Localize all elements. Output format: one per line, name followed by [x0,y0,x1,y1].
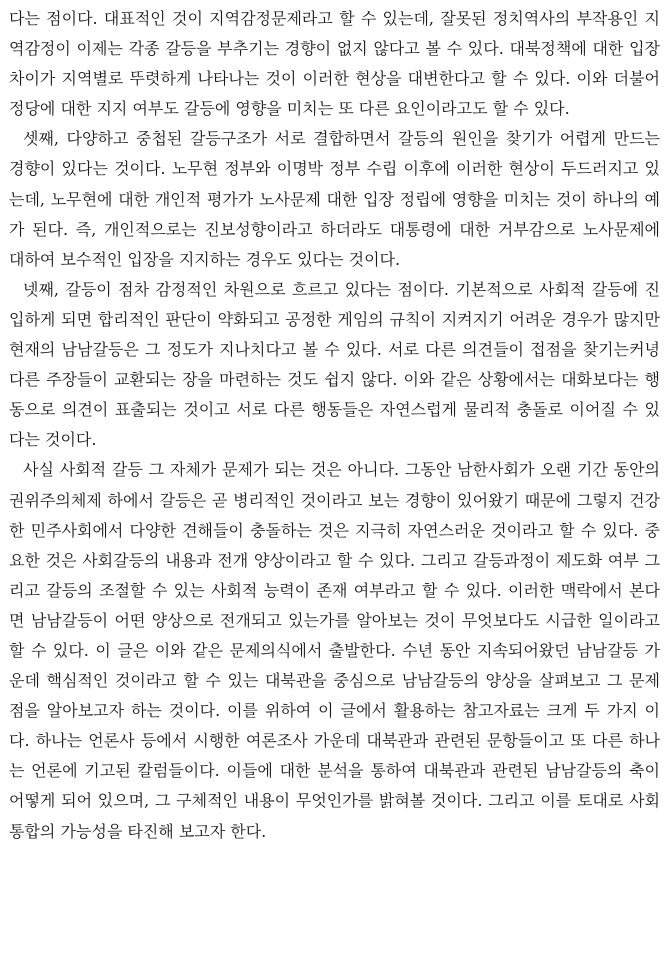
text-line-22: 할 수 있다. 이 글은 이와 같은 문제의식에서 출발한다. 수년 동안 지속되어왔던 남남갈등 가 [9,640,660,660]
text-line-7: 는데, 노무현에 대한 개인적 평가가 노사문제 대한 입장 정립에 영향을 미치는 것이 하나의 예 [9,189,660,209]
text-line-24: 점을 알아보고자 하는 것이다. 이를 위하여 이 글에서 활용하는 참고자료는 크게 두 가지 이 [9,701,660,721]
text-line-28: 통합의 가능성을 타진해 보고자 한다. [9,821,267,841]
text-line-12: 현재의 남남갈등은 그 정도가 지나치다고 볼 수 있다. 서로 다른 의견들이 접점을 찾기는커녕 [9,340,660,360]
text-line-19: 요한 것은 사회갈등의 내용과 전개 양상이라고 할 수 있다. 그리고 갈등과정이 제도화 여부 그 [9,550,660,570]
text-line-26: 는 언론에 기고된 칼럼들이다. 이들에 대한 분석을 통하여 대북관과 관련된 남남갈등의 축이 [9,761,660,781]
text-line-13: 다른 주장들이 교환되는 장을 마련하는 것도 쉽지 않다. 이와 같은 상황에서는 대화보다는 행 [9,370,660,390]
text-line-16: 사실 사회적 갈등 그 자체가 문제가 되는 것은 아니다. 그동안 남한사회가 오랜 기간 동안의 [23,460,660,480]
text-line-3: 차이가 지역별로 뚜렷하게 나타나는 것이 이러한 현상을 대변한다고 할 수 있다. 이와 더불어 [9,69,660,89]
text-line-20: 리고 갈등의 조절할 수 있는 사회적 능력이 존재 여부라고 할 수 있다. 이러한 맥락에서 본다 [9,580,660,600]
text-line-15: 다는 것이다. [9,430,97,450]
text-line-9: 대하여 보수적인 입장을 지지하는 경우도 있다는 것이다. [9,249,401,269]
text-line-8: 가 된다. 즉, 개인적으로는 진보성향이라고 하더라도 대통령에 대한 거부감으로 노사문제에 [9,219,660,239]
text-line-6: 경향이 있다는 것이다. 노무현 정부와 이명박 정부 수립 이후에 이러한 현상이 두드러지고 있 [9,159,660,179]
text-line-25: 다. 하나는 언론사 등에서 시행한 여론조사 가운데 대북관과 관련된 문항들이고 또 다른 하나 [9,731,660,751]
text-line-27: 어떻게 되어 있으며, 그 구체적인 내용이 무엇인가를 밝혀볼 것이다. 그리고 이를 토대로 사회 [9,791,660,811]
text-line-5: 셋째, 다양하고 중첩된 갈등구조가 서로 결합하면서 갈등의 원인을 찾기가 어렵게 만드는 [23,129,660,149]
text-line-2: 역감정이 이제는 각종 갈등을 부추기는 경향이 없지 않다고 볼 수 있다. 대북정책에 대한 입장 [9,39,660,59]
text-line-11: 입하게 되면 합리적인 판단이 약화되고 공정한 게임의 규칙이 지켜지기 어려운 경우가 많지만 [9,309,660,329]
text-line-18: 한 민주사회에서 다양한 견해들이 충돌하는 것은 지극히 자연스러운 것이라고 할 수 있다. 중 [9,520,660,540]
text-line-17: 권위주의체제 하에서 갈등은 곧 병리적인 것이라고 보는 경향이 있어왔기 때문에 그렇지 건강 [9,490,660,510]
text-line-10: 넷째, 갈등이 점차 감정적인 차원으로 흐르고 있다는 점이다. 기본적으로 사회적 갈등에 진 [23,279,660,299]
text-line-23: 운데 핵심적인 것이라고 할 수 있는 대북관을 중심으로 남남갈등의 양상을 살펴보고 그 문제 [9,671,660,691]
text-line-4: 정당에 대한 지지 여부도 갈등에 영향을 미치는 또 다른 요인이라고도 할 수 있다. [9,99,570,119]
text-line-1: 다는 점이다. 대표적인 것이 지역감정문제라고 할 수 있는데, 잘못된 정치역사의 부작용인 지 [9,9,660,28]
text-line-14: 동으로 의견이 표출되는 것이고 서로 다른 행동들은 자연스럽게 물리적 충돌로 이어질 수 있 [9,400,660,420]
text-line-21: 면 남남갈등이 어떤 양상으로 전개되고 있는가를 알아보는 것이 무엇보다도 시급한 일이라고 [9,610,660,630]
